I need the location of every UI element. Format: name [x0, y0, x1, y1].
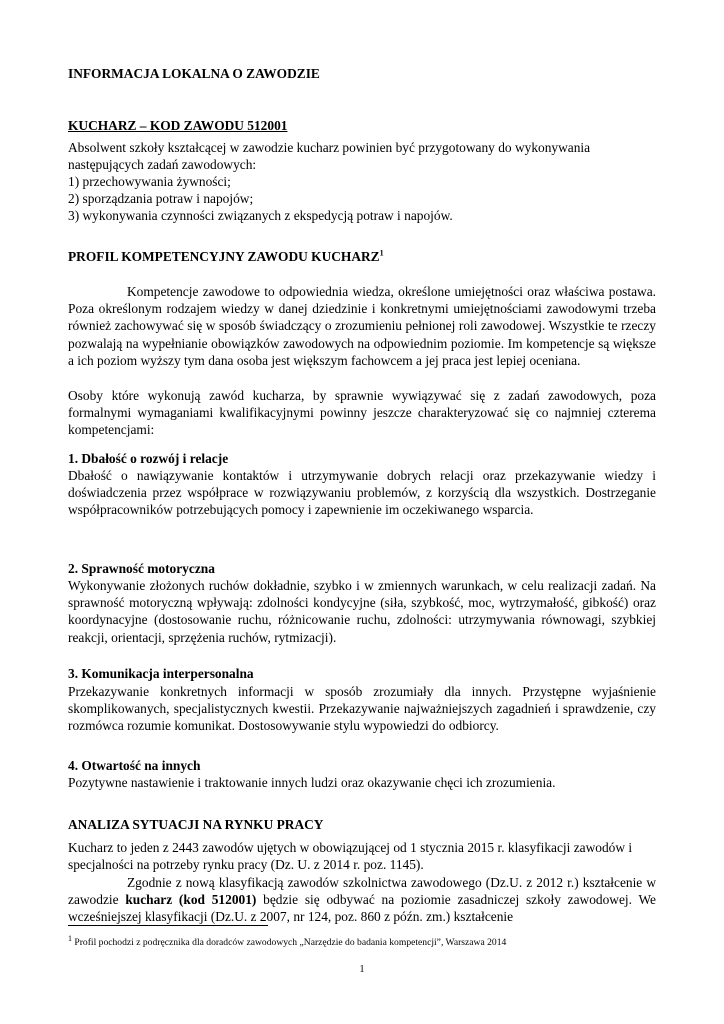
competence-text-2: Wykonywanie złożonych ruchów dokładnie, szybko i w zmiennych warunkach, w celu realizacji zadań. Na sprawność motoryczną wpływają: zdolności kondycyjne (siła, szybkość, moc, wytrzymałość, gibkość) oraz koordynacyjne (dostosowanie ruchu, różnicowanie ruchu, zdolności: utrzymywania równowagi, szybkiej reakcji, orientacji, sprzężenia ruchów, rytmizacji). [68, 578, 656, 645]
footnote-ref: 1 [379, 248, 384, 258]
competence-text-3: Przekazywanie konkretnych informacji w sposób zrozumiały dla innych. Przystępne wyjaśnienie skomplikowanych, specjalistycznych kwestii. Przekazywanie najważniejszych zagadnień i sprawdzenie, czy rozmówca rozumie komunikat. Dostosowywanie stylu wypowiedzi do odbiorcy. [68, 684, 656, 734]
profile-paragraph-1: Kompetencje zawodowe to odpowiednia wiedza, określone umiejętności oraz właściwa postawa. Poza określonym rodzajem wiedzy w danej dziedzinie i konkretnymi umiejętnościami zawodowymi trzeba również zachowywać się w sposób świadczący o zrozumieniu pełnionej roli zawodowej. Wszystkie te rzeczy pozwalają na wypełnianie obowiązków zawodowych na odpowiednim poziomie. Im kompetencje są większe a ich poziom wyższy tym dana osoba jest większym fachowcem a jej praca jest lepiej oceniana. [68, 284, 656, 368]
profile-paragraph-2: Osoby które wykonują zawód kucharza, by sprawnie wywiązywać się z zadań zawodowych, poza formalnymi wymaganiami kwalifikacyjnymi powinny jeszcze charakteryzować się co najmniej czterema kompetencjami: [68, 388, 656, 438]
occupation-code-bold: kucharz (kod 512001) [125, 892, 257, 908]
footnote-separator [68, 925, 268, 926]
page-number: 1 [359, 964, 365, 975]
footnote [68, 933, 668, 949]
footnote-text: Profil pochodzi z podręcznika dla doradców zawodowych „Narzędzie do badania kompetencji”, Warszawa 2014 [72, 937, 507, 948]
market-paragraph-2 [68, 874, 656, 926]
document-title: INFORMACJA LOKALNA O ZAWODZIE [68, 66, 320, 81]
profile-heading-text: PROFIL KOMPETENCYJNY ZAWODU KUCHARZ [68, 249, 380, 264]
market-paragraph-2-part-b: będzie się odbywać na poziomie zasadniczej szkoły zawodowej. We wcześniejszej klasyfikacji (Dz.U. z 2007, nr 124, poz. 860 z późn. zm.) kształcenie [68, 892, 657, 925]
profile-heading [68, 248, 656, 265]
market-paragraph-2-part-a: Zgodnie z nową klasyfikacją zawodów szkolnictwa zawodowego (Dz.U. z 2012 r.) kształcenie w zawodzie [68, 875, 656, 908]
footnote-number: 1 [68, 933, 72, 943]
competence-title-2: 2. Sprawność motoryczna [68, 561, 215, 576]
intro-paragraph: Absolwent szkoły kształcącej w zawodzie kucharz powinien być przygotowany do wykonywania następujących zadań zawodowych: [68, 140, 591, 173]
competence-text-4: Pozytywne nastawienie i traktowanie innych ludzi oraz okazywanie chęci ich zrozumienia. [68, 775, 556, 790]
competence-title-4: 4. Otwartość na innych [68, 758, 201, 773]
task-item: 1) przechowywania żywności; [68, 174, 231, 189]
competence-title-1: 1. Dbałość o rozwój i relacje [68, 451, 229, 466]
market-paragraph-1: Kucharz to jeden z 2443 zawodów ujętych w obowiązującej od 1 stycznia 2015 r. klasyfikacji zawodów i specjalności na potrzeby rynku pracy (Dz. U. z 2014 r. poz. 1145). [68, 840, 633, 873]
occupation-code-heading: KUCHARZ – KOD ZAWODU 512001 [68, 118, 288, 133]
competence-title-3: 3. Komunikacja interpersonalna [68, 666, 254, 681]
market-heading: ANALIZA SYTUACJI NA RYNKU PRACY [68, 817, 324, 832]
task-item: 2) sporządzania potraw i napojów; [68, 191, 254, 206]
competence-text-1: Dbałość o nawiązywanie kontaktów i utrzymywanie dobrych relacji oraz przekazywanie wiedzy i doświadczenia przez współprace w rozwiązywaniu problemów, z korzyścią dla wszystkich. Dostrzeganie współpracowników potrzebujących pomocy i zapewnienie im oczekiwanego wsparcia. [68, 468, 656, 518]
task-item: 3) wykonywania czynności związanych z ekspedycją potraw i napojów. [68, 208, 453, 223]
